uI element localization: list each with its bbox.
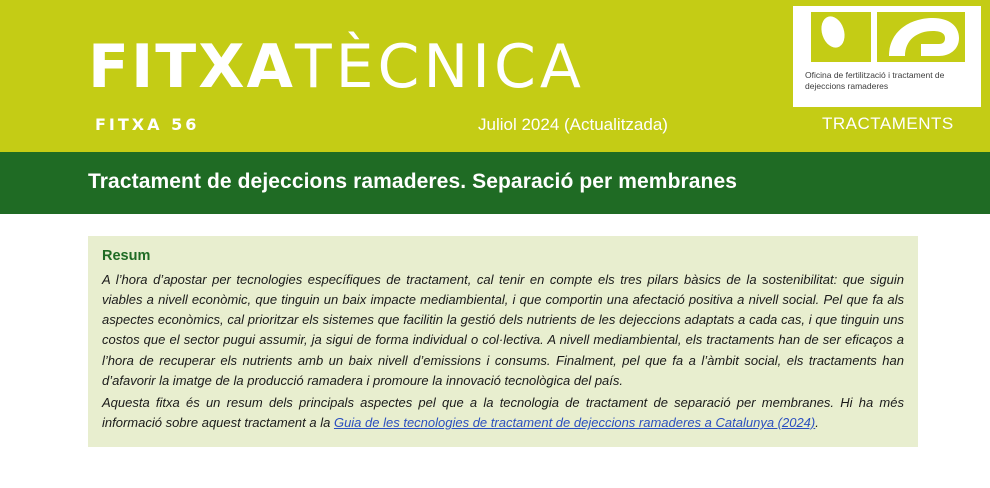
- fitxa-number: FITXA 56: [95, 115, 200, 134]
- guia-tecnologies-link[interactable]: Guia de les tecnologies de tractament de dejeccions ramaderes a Catalunya (2024): [333, 414, 816, 430]
- masthead: [88, 32, 708, 102]
- header-band: [0, 0, 990, 152]
- summary-paragraph-2-prefix: Aquesta fitxa és un resum dels principals aspectes pel que a la tecnologia de tractament de separació per membranes. Hi ha més informació sobre aquest tractament a la: [102, 394, 904, 430]
- summary-paragraph-1: A l’hora d’apostar per tecnologies específiques de tractament, cal tenir en compte els tres pilars bàsics de la sostenibilitat: que siguin viables a nivell econòmic, que tinguin un baix impacte mediambiental, i que comportin una afectació positiva a nivell social. Pel que fa als aspectes econòmics, cal prioritzar els sistemes que facilitin la gestió dels nutrients de les dejeccions adaptats a cada cas, i que tinguin uns costos que el sector pugui assumir, ja sigui de forma individual o col·lectiva. A nivell mediambiental, els tractaments han de ser eficaços a l’hora de recuperar els nutrients amb un baix nivell d’emissions i consums. Finalment, pel que fa a l’àmbit social, els tractaments han d’afavorir la imatge de la producció ramadera i promoure la innovació tecnològica del país.: [102, 272, 904, 388]
- page-title: Tractament de dejeccions ramaderes. Separació per membranes: [88, 170, 738, 193]
- title-band: [0, 152, 990, 214]
- summary-box: [88, 236, 918, 447]
- masthead-light-text: TÈCNICA: [294, 32, 585, 102]
- oficina-logo-icon: [793, 6, 981, 68]
- summary-paragraph-2-suffix: .: [815, 414, 819, 430]
- category-label: TRACTAMENTS: [822, 114, 954, 133]
- logo-box: [793, 6, 981, 107]
- summary-heading: Resum: [102, 248, 151, 264]
- body-area: [0, 214, 990, 488]
- masthead-bold-text: FITXA: [88, 32, 295, 102]
- summary-paragraph-2: [102, 393, 904, 433]
- logo-caption: Oficina de fertilització i tractament de dejeccions ramaderes: [805, 70, 945, 92]
- issue-date: Juliol 2024 (Actualitzada): [478, 115, 668, 134]
